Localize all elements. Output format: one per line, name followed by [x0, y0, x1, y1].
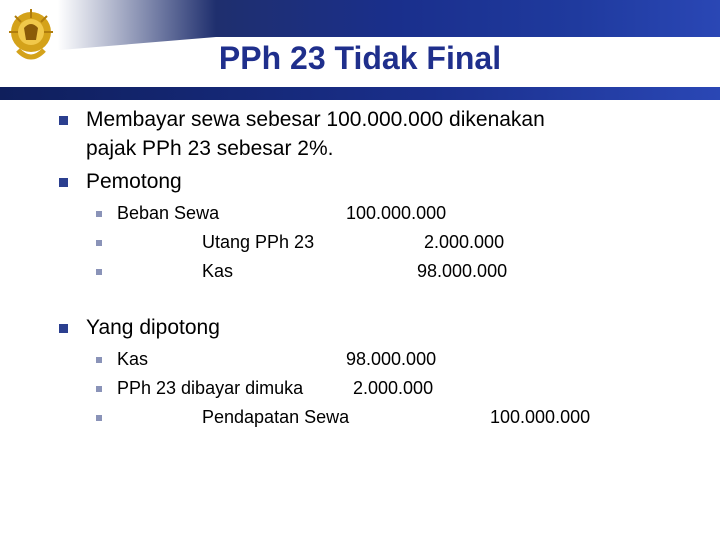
sub-bullet-marker — [96, 415, 102, 421]
journal-amount: 2.000.000 — [353, 378, 434, 398]
bullet-marker — [59, 178, 68, 187]
slide-title: PPh 23 Tidak Final — [218, 40, 502, 76]
journal-amount: 98.000.000 — [346, 349, 437, 369]
journal-account: PPh 23 dibayar dimuka — [117, 378, 304, 398]
sub-bullet-marker — [96, 357, 102, 363]
journal-account: Pendapatan Sewa — [202, 407, 350, 427]
sub-bullet-marker — [96, 386, 102, 392]
bullet-text: Pemotong — [86, 170, 182, 193]
journal-account: Beban Sewa — [117, 203, 220, 223]
bullet-text: Yang dipotong — [86, 316, 220, 339]
title-band-edge — [0, 87, 720, 100]
journal-account: Utang PPh 23 — [202, 232, 315, 252]
bullet-text: pajak PPh 23 sebesar 2%. — [86, 137, 334, 160]
journal-account: Kas — [202, 261, 234, 281]
bullet-text: Membayar sewa sebesar 100.000.000 dikenakan — [86, 108, 545, 131]
journal-amount: 100.000.000 — [346, 203, 447, 223]
sub-bullet-marker — [96, 269, 102, 275]
sub-bullet-marker — [96, 211, 102, 217]
journal-account: Kas — [117, 349, 149, 369]
journal-amount: 100.000.000 — [490, 407, 591, 427]
bullet-marker — [59, 116, 68, 125]
journal-amount: 2.000.000 — [424, 232, 505, 252]
sub-bullet-marker — [96, 240, 102, 246]
bullet-marker — [59, 324, 68, 333]
journal-amount: 98.000.000 — [417, 261, 508, 281]
